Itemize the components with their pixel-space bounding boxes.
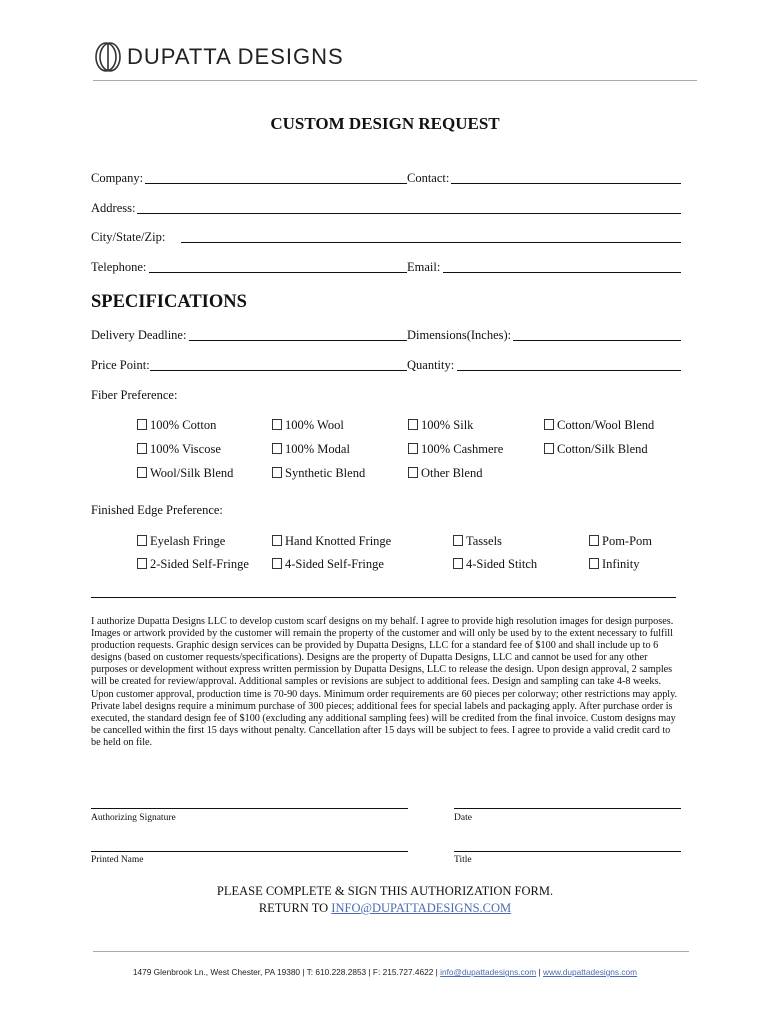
authorizing-signature-label: Authorizing Signature (91, 813, 176, 823)
checkbox-icon[interactable] (453, 558, 463, 569)
telephone-field[interactable] (149, 272, 407, 273)
fiber-option-synthetic[interactable]: Synthetic Blend (272, 466, 365, 481)
checkbox-icon[interactable] (272, 558, 282, 569)
printed-name-field[interactable] (91, 851, 408, 852)
address-label: Address: (91, 201, 136, 215)
checkbox-icon[interactable] (272, 535, 282, 546)
edge-option-4-sided-fringe[interactable]: 4-Sided Self-Fringe (272, 557, 384, 572)
quantity-field[interactable] (457, 370, 681, 371)
checkbox-icon[interactable] (408, 419, 418, 430)
checkbox-icon[interactable] (137, 467, 147, 478)
brand-logo (93, 40, 344, 74)
email-field[interactable] (443, 272, 681, 273)
checkbox-icon[interactable] (408, 443, 418, 454)
fiber-option-silk[interactable]: 100% Silk (408, 418, 473, 433)
edge-option-hand-knotted[interactable]: Hand Knotted Fringe (272, 534, 391, 549)
footer-separator: | (536, 967, 543, 977)
dimensions-field[interactable] (513, 340, 681, 341)
checkbox-icon[interactable] (137, 535, 147, 546)
company-field[interactable] (145, 183, 407, 184)
checkbox-icon[interactable] (137, 419, 147, 430)
footer-address: 1479 Glenbrook Ln., West Chester, PA 19380 | T: 610.228.2853 | F: 215.727.4622 | (132, 967, 441, 977)
fiber-option-cashmere[interactable]: 100% Cashmere (408, 442, 503, 457)
city-state-zip-label: City/State/Zip: (91, 230, 166, 244)
page-title: CUSTOM DESIGN REQUEST (270, 114, 500, 133)
checkbox-icon[interactable] (272, 419, 282, 430)
checkbox-icon[interactable] (408, 467, 418, 478)
fiber-option-wool[interactable]: 100% Wool (272, 418, 344, 433)
return-line (0, 901, 770, 916)
fiber-option-viscose[interactable]: 100% Viscose (137, 442, 221, 457)
fiber-option-modal[interactable]: 100% Modal (272, 442, 350, 457)
checkbox-icon[interactable] (544, 419, 554, 430)
brand-name: DUPATTA DESIGNS (127, 44, 344, 69)
price-point-field[interactable] (150, 370, 407, 371)
title-label: Title (454, 855, 472, 865)
footer-website-link[interactable]: www.dupattadesigns.com (542, 967, 638, 977)
specifications-heading: SPECIFICATIONS (91, 292, 247, 312)
return-prefix: RETURN TO (258, 901, 332, 915)
edge-preference-label: Finished Edge Preference: (91, 503, 223, 517)
contact-field[interactable] (451, 183, 681, 184)
fiber-option-cotton[interactable]: 100% Cotton (137, 418, 216, 433)
company-label: Company: (91, 171, 144, 185)
checkbox-icon[interactable] (137, 558, 147, 569)
edge-option-pom-pom[interactable]: Pom-Pom (589, 534, 652, 549)
title-field[interactable] (454, 851, 681, 852)
checkbox-icon[interactable] (272, 467, 282, 478)
authorization-text: I authorize Dupatta Designs LLC to develop custom scarf designs on my behalf. I agree to provide high resolution images for design purposes. Images or artwork provided by the customer will remain the property of the customer and will only be used by to the extent necessary to fulfill production requests. Graphic design services can be provided by Dupatta Designs, LLC for a standard fee of $100 and shall include up to 6 designs (based on customer requests/specifications). Designs are the property of Dupatta Designs, LLC and cannot be used for any other purposes or development without express written permission by Dupatta Designs, LLC to release the design. Upon design approval, 2 samples will be created for review/approval. Additional samples or revisions are subject to additional fees. Design and sampling can take 4-8 weeks. Upon customer approval, production time is 70-90 days. Minimum order requirements are 60 pieces per colorway; other restrictions may apply. Private label designs require a minimum purchase of 300 pieces; additional fees for special labels and packaging apply. After purchase order is executed, the standard design fee of $100 (excluding any additional sampling fees) will be credited from the final invoice. Custom designs may be cancelled within the first 15 days without penalty. Cancellation after 15 days will be subject to fees. I agree to provide a valid credit card to be held on file. (91, 616, 678, 748)
date-field[interactable] (454, 808, 681, 809)
checkbox-icon[interactable] (589, 558, 599, 569)
footer-email-link[interactable]: info@dupattadesigns.com (440, 967, 537, 977)
price-point-label: Price Point: (91, 358, 150, 372)
quantity-label: Quantity: (407, 358, 455, 372)
footer (0, 967, 770, 977)
checkbox-icon[interactable] (137, 443, 147, 454)
edge-option-2-sided[interactable]: 2-Sided Self-Fringe (137, 557, 249, 572)
fiber-option-cotton-silk[interactable]: Cotton/Silk Blend (544, 442, 648, 457)
edge-option-infinity[interactable]: Infinity (589, 557, 640, 572)
footer-rule (93, 951, 689, 952)
dimensions-label: Dimensions(Inches): (407, 328, 512, 342)
email-label: Email: (407, 260, 441, 274)
checkbox-icon[interactable] (272, 443, 282, 454)
dd-monogram-icon (93, 40, 123, 74)
printed-name-label: Printed Name (91, 855, 144, 865)
edge-option-4-sided-stitch[interactable]: 4-Sided Stitch (453, 557, 537, 572)
date-label: Date (454, 813, 472, 823)
fiber-preference-label: Fiber Preference: (91, 388, 178, 402)
delivery-deadline-field[interactable] (189, 340, 407, 341)
address-field[interactable] (137, 213, 681, 214)
section-divider (91, 597, 676, 598)
checkbox-icon[interactable] (453, 535, 463, 546)
city-state-zip-field[interactable] (181, 242, 681, 243)
delivery-deadline-label: Delivery Deadline: (91, 328, 187, 342)
header-rule (93, 80, 697, 81)
telephone-label: Telephone: (91, 260, 147, 274)
return-email-link[interactable]: INFO@DUPATTADESIGNS.COM (331, 901, 512, 915)
contact-label: Contact: (407, 171, 450, 185)
checkbox-icon[interactable] (544, 443, 554, 454)
fiber-option-wool-silk[interactable]: Wool/Silk Blend (137, 466, 233, 481)
edge-option-tassels[interactable]: Tassels (453, 534, 502, 549)
edge-option-eyelash[interactable]: Eyelash Fringe (137, 534, 225, 549)
instructions-line: PLEASE COMPLETE & SIGN THIS AUTHORIZATION FORM. (216, 884, 554, 898)
authorizing-signature-field[interactable] (91, 808, 408, 809)
fiber-option-other[interactable]: Other Blend (408, 466, 482, 481)
checkbox-icon[interactable] (589, 535, 599, 546)
fiber-option-cotton-wool[interactable]: Cotton/Wool Blend (544, 418, 654, 433)
